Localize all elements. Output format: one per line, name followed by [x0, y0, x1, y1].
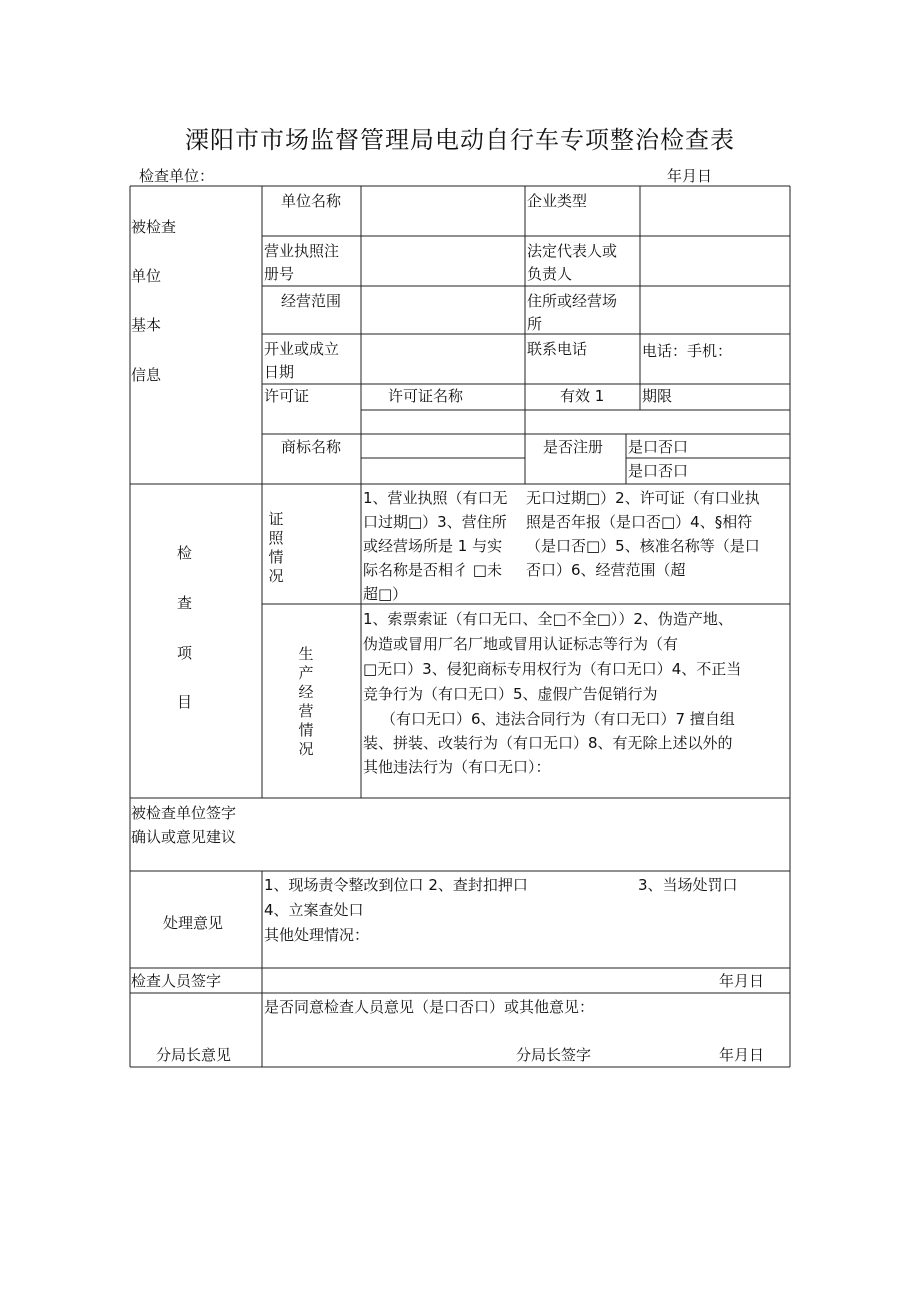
- inspection-label-4: 目: [177, 693, 193, 711]
- production-text-3: □无口）3、侵犯商标专用权行为（有口无口）4、不正当: [363, 660, 742, 678]
- inspector-date: 年月日: [719, 972, 765, 990]
- confirm-label-2: 确认或意见建议: [131, 828, 237, 846]
- basic-info-label-4: 信息: [131, 366, 162, 384]
- handling-option-1-2: 1、现场责令整改到位口 2、查封扣押口: [264, 876, 528, 894]
- cert-text-left-5: 超□）: [363, 585, 408, 603]
- basic-info-label-2: 单位: [131, 267, 162, 285]
- legal-rep-label-2: 负责人: [527, 265, 573, 283]
- phone-value: 电话：手机：: [642, 342, 733, 360]
- cert-status-label: 证照情况: [268, 510, 284, 585]
- basic-info-label-3: 基本: [131, 316, 162, 334]
- handling-label: 处理意见: [163, 914, 224, 932]
- director-opinion-label: 分局长意见: [156, 1046, 232, 1064]
- license-no-label-2: 册号: [264, 265, 295, 283]
- valid-label: 有效 1: [560, 387, 605, 405]
- cert-text-right-2: 照是否年报（是口否□）4、§相符: [526, 513, 753, 531]
- permit-name-label: 许可证名称: [388, 387, 464, 405]
- trademark-name-label: 商标名称: [281, 438, 342, 456]
- founded-date-label-1: 开业或成立: [264, 340, 340, 358]
- inspection-label-2: 查: [177, 594, 193, 612]
- registered-yes-no-2: 是口否口: [628, 462, 689, 480]
- address-label-1: 住所或经营场: [527, 292, 618, 310]
- permit-label: 许可证: [264, 387, 310, 405]
- cert-text-left-1: 1、营业执照（有口无: [363, 489, 508, 507]
- legal-rep-label-1: 法定代表人或: [527, 242, 618, 260]
- production-status-label: 生产经营情况: [298, 645, 314, 758]
- unit-name-label: 单位名称: [281, 192, 342, 210]
- production-text-6: 装、拼装、改装行为（有口无口）8、有无除上述以外的: [363, 734, 733, 752]
- cert-text-right-1: 无口过期□）2、许可证（有口业执: [526, 489, 760, 507]
- founded-date-label-2: 日期: [264, 363, 295, 381]
- director-question: 是否同意检查人员意见（是口否口）或其他意见：: [264, 998, 595, 1016]
- basic-info-label-1: 被检查: [131, 218, 177, 236]
- inspection-label-3: 项: [177, 644, 193, 662]
- handling-option-4: 4、立案查处口: [264, 901, 364, 919]
- period-label: 期限: [642, 387, 673, 405]
- business-scope-label: 经营范围: [281, 292, 342, 310]
- cert-text-left-2: 口过期□）3、营住所: [363, 513, 507, 531]
- confirm-label-1: 被检查单位签字: [131, 804, 237, 822]
- inspection-label-1: 检: [177, 544, 193, 562]
- director-sign-label: 分局长签字: [516, 1046, 592, 1064]
- inspector-sign-label: 检查人员签字: [131, 972, 222, 990]
- cert-text-right-3: （是口否□）5、核准名称等（是口: [526, 537, 760, 555]
- license-no-label-1: 营业执照注: [264, 242, 340, 260]
- contact-phone-label: 联系电话: [527, 340, 588, 358]
- inspecting-unit-label: 检查单位：: [139, 167, 215, 185]
- production-text-1: 1、索票索证（有口无口、全□不全□））2、伪造产地、: [363, 610, 733, 628]
- handling-option-3: 3、当场处罚口: [638, 876, 738, 894]
- registered-label: 是否注册: [543, 438, 604, 456]
- production-text-5: （有口无口）6、违法合同行为（有口无口）7 擅自组: [381, 710, 735, 728]
- cert-text-right-4: 否口）6、经营范围（超: [526, 561, 686, 579]
- enterprise-type-label: 企业类型: [527, 192, 588, 210]
- production-text-7: 其他违法行为（有口无口）：: [363, 758, 551, 776]
- production-text-2: 伪造或冒用厂名厂地或冒用认证标志等行为（有: [363, 635, 679, 653]
- cert-text-left-4: 际名称是否相彳 □未: [363, 561, 502, 579]
- handling-other: 其他处理情况：: [264, 926, 370, 944]
- cert-text-left-3: 或经营场所是 1 与实: [363, 537, 503, 555]
- registered-yes-no-1: 是口否口: [628, 438, 689, 456]
- header-date: 年月日: [667, 167, 713, 185]
- production-text-4: 竞争行为（有口无口）5、虚假广告促销行为: [363, 685, 658, 703]
- address-label-2: 所: [527, 315, 543, 333]
- form-title: 溧阳市市场监督管理局电动自行车专项整治检查表: [185, 126, 735, 154]
- director-date: 年月日: [719, 1046, 765, 1064]
